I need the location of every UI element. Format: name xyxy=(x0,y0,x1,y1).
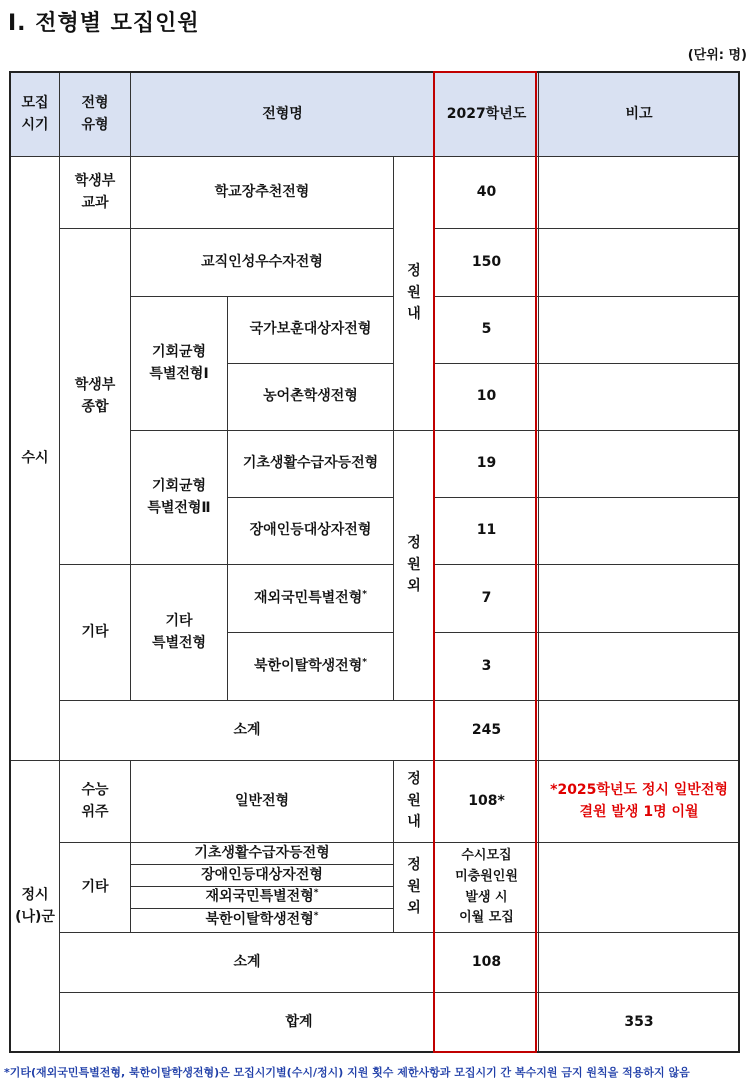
note-cell xyxy=(539,565,740,633)
count-gyojik: 150 xyxy=(435,229,539,297)
note-cell xyxy=(539,498,740,565)
count-gicho: 19 xyxy=(435,431,539,498)
footnote xyxy=(4,1064,690,1080)
carryover-note: *2025학년도 정시 일반전형 결원 발생 1명 이월 xyxy=(539,761,740,843)
header-note: 비고 xyxy=(539,73,740,157)
period-jeongsi: 정시 (나)군 xyxy=(11,761,60,1053)
name-gicho-jeongsi: 기초생활수급자등전형 xyxy=(131,843,394,865)
type-gyogwa: 학생부 교과 xyxy=(60,157,131,229)
note-cell xyxy=(539,157,740,229)
period-susi: 수시 xyxy=(11,157,60,761)
type-jonghap: 학생부 종합 xyxy=(60,229,131,565)
quota-inside-susi: 정 원 내 xyxy=(394,157,435,431)
header-period: 모집 시기 xyxy=(11,73,60,157)
page-title: Ⅰ. 전형별 모집인원 xyxy=(8,11,200,36)
recruitment-table xyxy=(10,72,740,1053)
name-nongeochon: 농어촌학생전형 xyxy=(228,364,394,431)
name-jaeoe-text: 재외국민특별전형 xyxy=(254,589,363,606)
susi-subtotal: 245 xyxy=(435,701,539,761)
name-jaeoe xyxy=(228,565,394,633)
total-label: 합계 xyxy=(60,993,539,1053)
count-general: 108* xyxy=(435,761,539,843)
type-etc-susi: 기타 xyxy=(60,565,131,701)
note-cell xyxy=(539,364,740,431)
note-cell xyxy=(539,431,740,498)
group-kihoe2: 기회균형 특별전형Ⅱ xyxy=(131,431,228,565)
name-jaeoe-jeongsi xyxy=(131,887,394,909)
asterisk-mark: * xyxy=(362,657,367,667)
note-cell xyxy=(539,933,740,993)
header-year: 2027학년도 xyxy=(435,73,539,157)
header-name: 전형명 xyxy=(131,73,435,157)
count-bohun: 5 xyxy=(435,297,539,364)
quota-outside-susi: 정 원 외 xyxy=(394,431,435,701)
asterisk-mark: * xyxy=(313,888,319,899)
name-bukhan-text: 북한이탈학생전형 xyxy=(254,657,363,674)
count-bukhan: 3 xyxy=(435,633,539,701)
note-cell xyxy=(539,843,740,933)
susi-subtotal-label: 소계 xyxy=(60,701,435,761)
quota-inside-jeongsi: 정 원 내 xyxy=(394,761,435,843)
name-jaeoe-jeongsi-text: 재외국민특별전형 xyxy=(205,889,314,906)
group-kihoe1: 기회균형 특별전형Ⅰ xyxy=(131,297,228,431)
unit-label: (단위: 명) xyxy=(687,48,747,63)
count-jangae: 11 xyxy=(435,498,539,565)
count-nongeochon: 10 xyxy=(435,364,539,431)
total-value: 353 xyxy=(539,993,740,1053)
type-suneung: 수능 위주 xyxy=(60,761,131,843)
name-bohun: 국가보훈대상자전형 xyxy=(228,297,394,364)
count-carryover: 수시모집 미충원인원 발생 시 이월 모집 xyxy=(435,843,539,933)
asterisk-mark: * xyxy=(313,911,319,922)
count-school-recommend: 40 xyxy=(435,157,539,229)
quota-outside-jeongsi: 정 원 외 xyxy=(394,843,435,933)
asterisk-mark: * xyxy=(362,589,367,599)
count-jaeoe: 7 xyxy=(435,565,539,633)
name-bukhan-jeongsi-text: 북한이탈학생전형 xyxy=(205,912,314,929)
name-bukhan-jeongsi xyxy=(131,909,394,933)
type-etc-jeongsi: 기타 xyxy=(60,843,131,933)
name-bukhan xyxy=(228,633,394,701)
group-etc-special: 기타 특별전형 xyxy=(131,565,228,701)
note-cell xyxy=(539,229,740,297)
header-type: 전형 유형 xyxy=(60,73,131,157)
name-general: 일반전형 xyxy=(131,761,394,843)
jeongsi-subtotal: 108 xyxy=(435,933,539,993)
jeongsi-subtotal-label: 소계 xyxy=(60,933,435,993)
footnote-text: 기타(재외국민특별전형, 북한이탈학생전형)은 모집시기별(수시/정시) 지원 횟수 제한사항과 모집시기 간 복수지원 금지 원칙을 적용하지 않음 xyxy=(9,1066,690,1079)
note-cell xyxy=(539,633,740,701)
note-cell xyxy=(539,701,740,761)
footnote-mark: * xyxy=(4,1066,10,1079)
name-gicho: 기초생활수급자등전형 xyxy=(228,431,394,498)
name-jangae: 장애인등대상자전형 xyxy=(228,498,394,565)
name-jangae-jeongsi: 장애인등대상자전형 xyxy=(131,865,394,887)
name-school-recommend: 학교장추천전형 xyxy=(131,157,394,229)
note-cell xyxy=(539,297,740,364)
name-gyojik: 교직인성우수자전형 xyxy=(131,229,394,297)
